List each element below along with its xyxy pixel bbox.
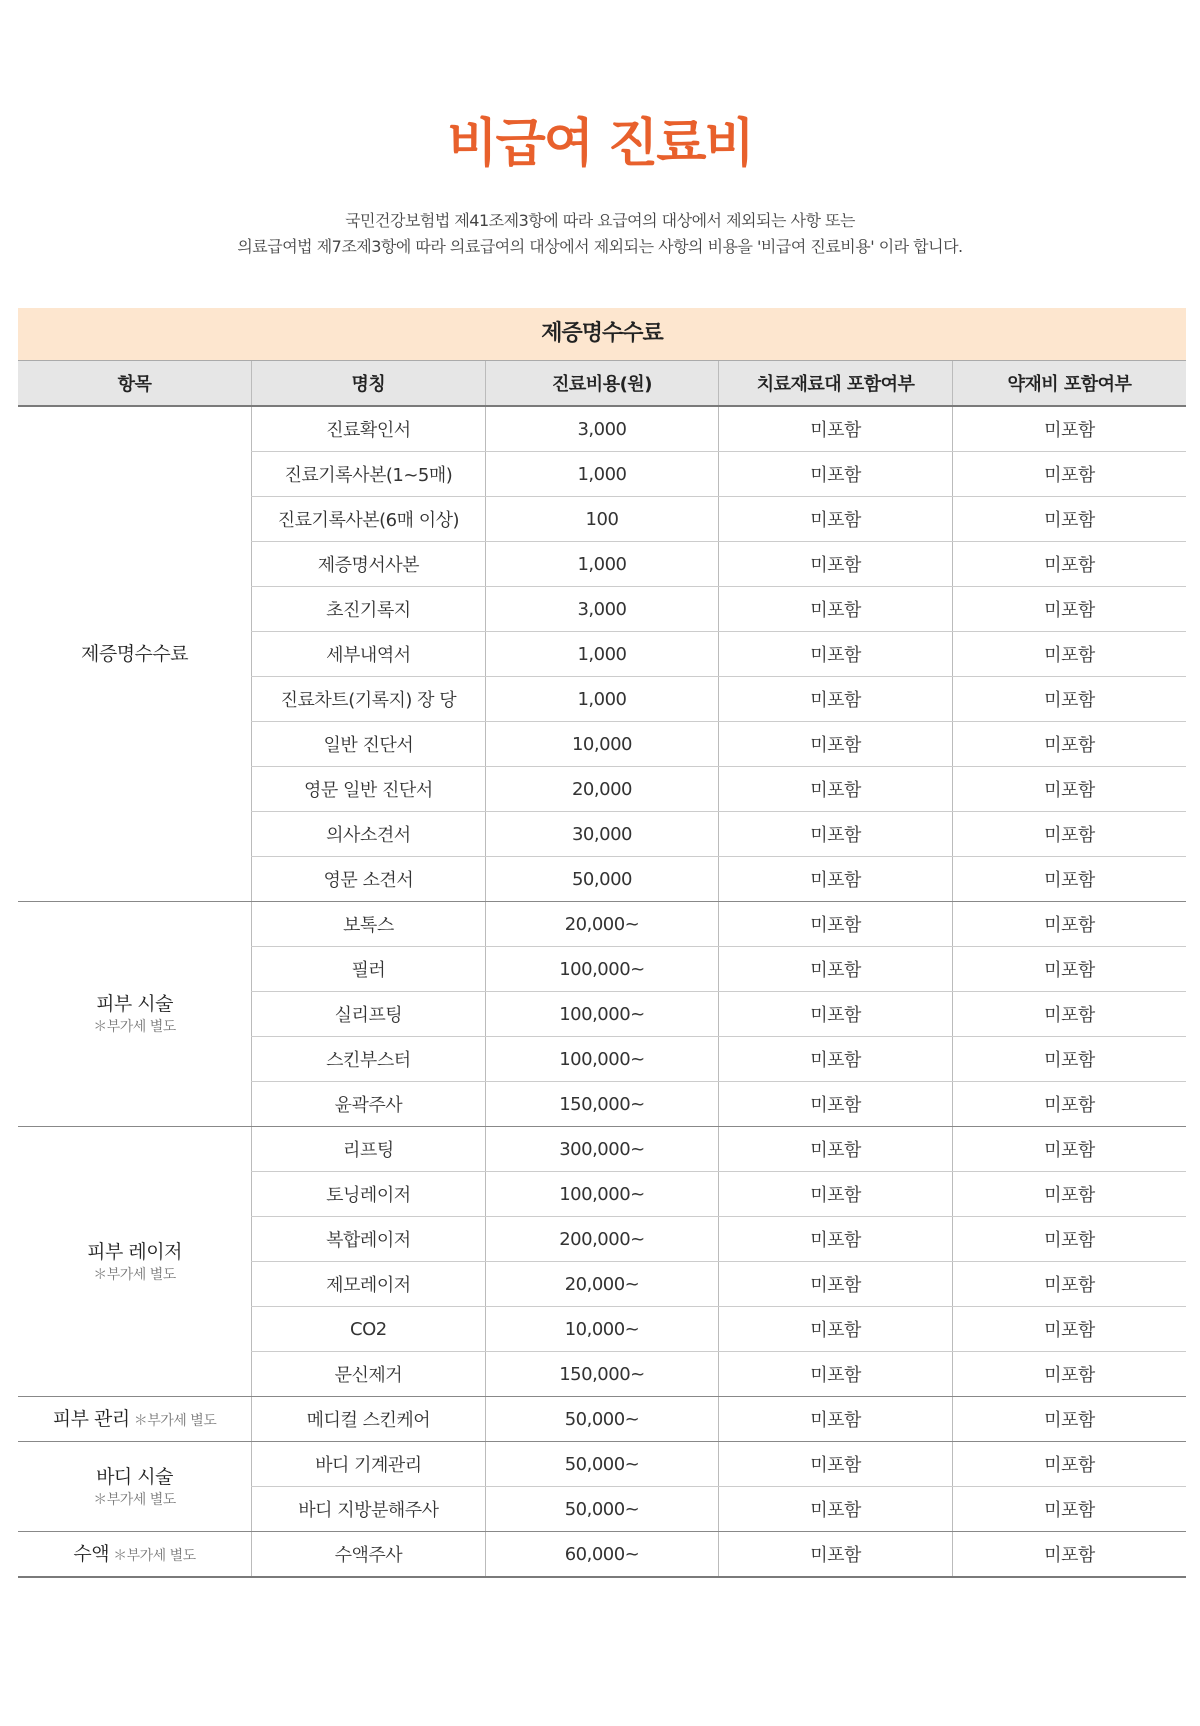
material-included-cell: 미포함 <box>719 1037 953 1082</box>
price-cell: 1,000 <box>485 632 719 677</box>
table-body <box>18 406 1186 1577</box>
category-cell <box>18 1127 252 1397</box>
item-name-cell: 바디 기계관리 <box>252 1442 486 1487</box>
material-included-cell: 미포함 <box>719 1172 953 1217</box>
material-included-cell: 미포함 <box>719 1262 953 1307</box>
medicine-included-cell: 미포함 <box>952 1352 1186 1397</box>
item-name-cell: 메디컬 스킨케어 <box>252 1397 486 1442</box>
item-name-cell: 바디 지방분해주사 <box>252 1487 486 1532</box>
medicine-included-cell: 미포함 <box>952 947 1186 992</box>
material-included-cell: 미포함 <box>719 452 953 497</box>
item-name-cell: 실리프팅 <box>252 992 486 1037</box>
medicine-included-cell: 미포함 <box>952 812 1186 857</box>
medicine-included-cell: 미포함 <box>952 632 1186 677</box>
item-name-cell: 윤곽주사 <box>252 1082 486 1127</box>
table-caption: 제증명수수료 <box>18 308 1186 360</box>
medicine-included-cell: 미포함 <box>952 1262 1186 1307</box>
item-name-cell: CO2 <box>252 1307 486 1352</box>
price-cell: 20,000 <box>485 767 719 812</box>
vat-note: ＊부가세 별도 <box>93 1019 176 1035</box>
material-included-cell: 미포함 <box>719 677 953 722</box>
medicine-included-cell: 미포함 <box>952 677 1186 722</box>
material-included-cell: 미포함 <box>719 947 953 992</box>
material-included-cell: 미포함 <box>719 902 953 947</box>
page-title: 비급여 진료비 <box>447 114 753 174</box>
medicine-included-cell: 미포함 <box>952 406 1186 452</box>
price-cell: 100 <box>485 497 719 542</box>
price-cell: 150,000~ <box>485 1352 719 1397</box>
category-label: 제증명수수료 <box>80 643 189 665</box>
item-name-cell: 진료차트(기록지) 장 당 <box>252 677 486 722</box>
item-name-cell: 보톡스 <box>252 902 486 947</box>
table-row <box>18 1397 1186 1442</box>
item-name-cell: 제증명서사본 <box>252 542 486 587</box>
item-name-cell: 스킨부스터 <box>252 1037 486 1082</box>
price-cell: 1,000 <box>485 542 719 587</box>
medicine-included-cell: 미포함 <box>952 1037 1186 1082</box>
material-included-cell: 미포함 <box>719 1487 953 1532</box>
medicine-included-cell: 미포함 <box>952 902 1186 947</box>
item-name-cell: 수액주사 <box>252 1532 486 1578</box>
material-included-cell: 미포함 <box>719 406 953 452</box>
price-cell: 60,000~ <box>485 1532 719 1578</box>
category-label: 수액 <box>73 1543 110 1565</box>
category-cell <box>18 406 252 902</box>
material-included-cell: 미포함 <box>719 992 953 1037</box>
category-label: 피부 관리 <box>52 1408 130 1430</box>
material-included-cell: 미포함 <box>719 1397 953 1442</box>
medicine-included-cell: 미포함 <box>952 767 1186 812</box>
material-included-cell: 미포함 <box>719 1307 953 1352</box>
material-included-cell: 미포함 <box>719 1082 953 1127</box>
medicine-included-cell: 미포함 <box>952 1532 1186 1578</box>
item-name-cell: 초진기록지 <box>252 587 486 632</box>
item-name-cell: 토닝레이저 <box>252 1172 486 1217</box>
price-cell: 30,000 <box>485 812 719 857</box>
price-cell: 300,000~ <box>485 1127 719 1172</box>
header-name: 명칭 <box>252 361 486 407</box>
material-included-cell: 미포함 <box>719 1442 953 1487</box>
header-material: 치료재료대 포함여부 <box>719 361 953 407</box>
material-included-cell: 미포함 <box>719 767 953 812</box>
material-included-cell: 미포함 <box>719 722 953 767</box>
price-cell: 50,000 <box>485 857 719 902</box>
category-cell <box>18 1442 252 1532</box>
material-included-cell: 미포함 <box>719 1217 953 1262</box>
medicine-included-cell: 미포함 <box>952 857 1186 902</box>
item-name-cell: 필러 <box>252 947 486 992</box>
category-cell <box>18 1532 252 1578</box>
price-cell: 3,000 <box>485 587 719 632</box>
material-included-cell: 미포함 <box>719 587 953 632</box>
item-name-cell: 일반 진단서 <box>252 722 486 767</box>
price-cell: 10,000~ <box>485 1307 719 1352</box>
medicine-included-cell: 미포함 <box>952 1082 1186 1127</box>
medicine-included-cell: 미포함 <box>952 1487 1186 1532</box>
price-cell: 20,000~ <box>485 1262 719 1307</box>
price-cell: 20,000~ <box>485 902 719 947</box>
medicine-included-cell: 미포함 <box>952 1397 1186 1442</box>
medicine-included-cell: 미포함 <box>952 1442 1186 1487</box>
header-price: 진료비용(원) <box>485 361 719 407</box>
category-label: 피부 시술 <box>96 993 174 1015</box>
price-cell: 100,000~ <box>485 1172 719 1217</box>
description-line: 의료급여법 제7조제3항에 따라 의료급여의 대상에서 제외되는 사항의 비용을 '비급여 진료비용' 이라 합니다. <box>237 237 963 256</box>
material-included-cell: 미포함 <box>719 812 953 857</box>
vat-note: ＊부가세 별도 <box>113 1548 196 1564</box>
item-name-cell: 진료기록사본(6매 이상) <box>252 497 486 542</box>
medicine-included-cell: 미포함 <box>952 452 1186 497</box>
price-cell: 200,000~ <box>485 1217 719 1262</box>
category-cell <box>18 1397 252 1442</box>
price-cell: 100,000~ <box>485 992 719 1037</box>
price-cell: 100,000~ <box>485 1037 719 1082</box>
price-cell: 3,000 <box>485 406 719 452</box>
item-name-cell: 영문 일반 진단서 <box>252 767 486 812</box>
item-name-cell: 복합레이저 <box>252 1217 486 1262</box>
fee-table <box>18 360 1186 1578</box>
item-name-cell: 진료기록사본(1~5매) <box>252 452 486 497</box>
item-name-cell: 영문 소견서 <box>252 857 486 902</box>
price-cell: 50,000~ <box>485 1397 719 1442</box>
item-name-cell: 리프팅 <box>252 1127 486 1172</box>
material-included-cell: 미포함 <box>719 857 953 902</box>
item-name-cell: 문신제거 <box>252 1352 486 1397</box>
medicine-included-cell: 미포함 <box>952 992 1186 1037</box>
item-name-cell: 의사소견서 <box>252 812 486 857</box>
price-cell: 100,000~ <box>485 947 719 992</box>
price-cell: 10,000 <box>485 722 719 767</box>
item-name-cell: 진료확인서 <box>252 406 486 452</box>
medicine-included-cell: 미포함 <box>952 1307 1186 1352</box>
vat-note: ＊부가세 별도 <box>133 1413 217 1429</box>
item-name-cell: 세부내역서 <box>252 632 486 677</box>
category-label: 피부 레이저 <box>87 1240 182 1263</box>
medicine-included-cell: 미포함 <box>952 542 1186 587</box>
table-row <box>18 902 1186 947</box>
medicine-included-cell: 미포함 <box>952 722 1186 767</box>
material-included-cell: 미포함 <box>719 1352 953 1397</box>
header-category: 항목 <box>18 361 252 407</box>
fee-table-section <box>18 308 1186 1578</box>
medicine-included-cell: 미포함 <box>952 497 1186 542</box>
table-row <box>18 1127 1186 1172</box>
vat-note: ＊부가세 별도 <box>93 1266 176 1283</box>
material-included-cell: 미포함 <box>719 542 953 587</box>
item-name-cell: 제모레이저 <box>252 1262 486 1307</box>
material-included-cell: 미포함 <box>719 1127 953 1172</box>
material-included-cell: 미포함 <box>719 632 953 677</box>
price-cell: 50,000~ <box>485 1442 719 1487</box>
vat-note: ＊부가세 별도 <box>93 1491 176 1508</box>
header-medicine: 약재비 포함여부 <box>952 361 1186 407</box>
medicine-included-cell: 미포함 <box>952 587 1186 632</box>
material-included-cell: 미포함 <box>719 497 953 542</box>
material-included-cell: 미포함 <box>719 1532 953 1578</box>
price-cell: 1,000 <box>485 677 719 722</box>
price-cell: 50,000~ <box>485 1487 719 1532</box>
category-cell <box>18 902 252 1127</box>
table-row <box>18 1442 1186 1487</box>
description-line: 국민건강보험법 제41조제3항에 따라 요급여의 대상에서 제외되는 사항 또는 <box>345 211 855 230</box>
medicine-included-cell: 미포함 <box>952 1217 1186 1262</box>
table-header-row <box>18 361 1186 407</box>
medicine-included-cell: 미포함 <box>952 1127 1186 1172</box>
category-label: 바디 시술 <box>96 1465 174 1488</box>
price-cell: 150,000~ <box>485 1082 719 1127</box>
table-row <box>18 1532 1186 1578</box>
page-description <box>0 208 1200 260</box>
table-row <box>18 406 1186 452</box>
price-cell: 1,000 <box>485 452 719 497</box>
medicine-included-cell: 미포함 <box>952 1172 1186 1217</box>
